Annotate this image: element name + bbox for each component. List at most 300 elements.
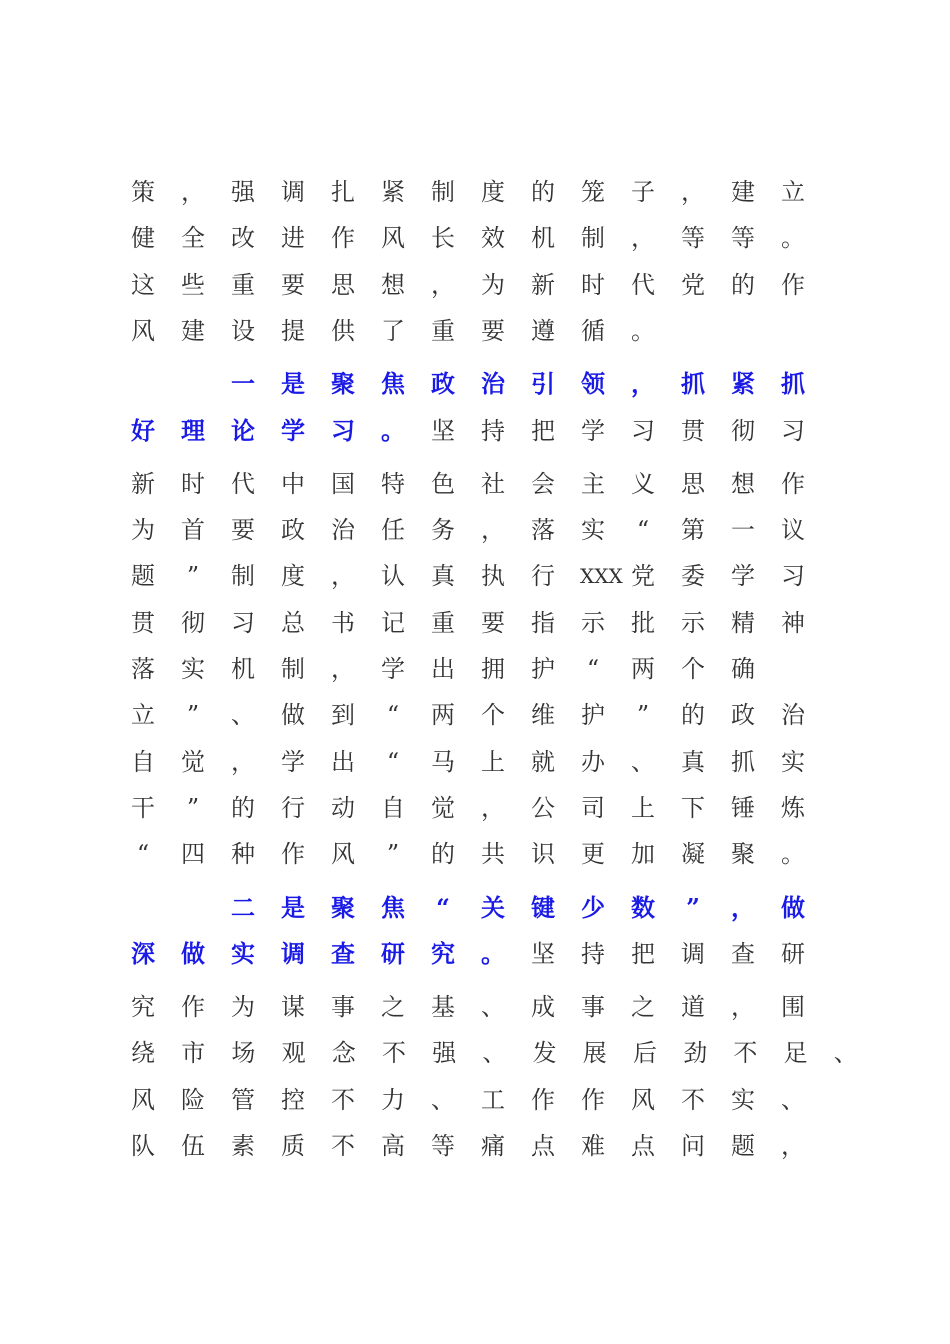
paragraph-line (130, 311, 806, 351)
text-character: 两 (431, 701, 455, 730)
text-character: 议 (781, 516, 805, 545)
paragraph-line (130, 218, 806, 258)
text-character: 想 (731, 469, 755, 498)
text-character: 重 (431, 316, 455, 345)
heading-character: 二 (231, 892, 255, 922)
text-character: 会 (531, 469, 555, 498)
text-character: 下 (681, 793, 705, 822)
text-character: 落 (531, 516, 555, 545)
text-character: 调 (681, 939, 705, 968)
text-character: 风 (381, 224, 405, 253)
text-character: ， (731, 993, 755, 1022)
text-character: 抓 (731, 747, 755, 776)
heading-character: 好 (131, 415, 155, 445)
text-character: 、 (431, 1085, 455, 1114)
section-heading-line (130, 411, 806, 451)
text-character: 、 (781, 1085, 805, 1114)
heading-character: 研 (381, 938, 405, 968)
text-character: 上 (631, 793, 655, 822)
text-character: 重 (431, 608, 455, 637)
text-character: 制 (281, 655, 305, 683)
text-character: 策 (131, 178, 155, 206)
text-character: 贯 (131, 608, 155, 637)
text-character: 真 (681, 747, 705, 776)
section-heading-line (130, 934, 806, 974)
heading-character: 引 (531, 369, 555, 399)
text-character: 把 (531, 416, 555, 445)
text-character: ， (181, 178, 205, 206)
heading-character: ， (731, 892, 755, 922)
text-character: ， (481, 793, 505, 822)
heading-character: 抓 (781, 369, 805, 399)
text-character: XXX (580, 564, 623, 589)
text-character: 研 (781, 939, 805, 968)
heading-character: 紧 (731, 369, 755, 399)
heading-character: 焦 (381, 369, 405, 399)
text-character: 示 (581, 608, 605, 637)
heading-character: 关 (481, 892, 505, 922)
text-character: 难 (581, 1132, 605, 1160)
text-character: 行 (281, 793, 305, 822)
section-heading-line (130, 364, 806, 404)
heading-character: 做 (781, 892, 805, 922)
text-character: 第 (681, 516, 705, 545)
text-character: 时 (581, 270, 605, 299)
text-character: 了 (381, 316, 405, 345)
text-character: “ (136, 840, 150, 869)
text-character: 拥 (481, 655, 505, 683)
text-character: 实 (781, 747, 805, 776)
text-character: 足 (783, 1039, 808, 1068)
heading-character: 一 (231, 369, 255, 399)
text-character: 重 (231, 270, 255, 299)
text-character: 上 (481, 747, 505, 776)
text-character: 贯 (681, 416, 705, 445)
text-character: 代 (231, 469, 255, 498)
text-character: 强 (231, 178, 255, 206)
paragraph-line (130, 464, 806, 504)
heading-character: 是 (281, 369, 305, 399)
text-character: 机 (231, 655, 255, 683)
paragraph-line (130, 1033, 858, 1073)
text-character: 委 (681, 562, 705, 591)
text-character: ” (186, 562, 200, 591)
text-character: 要 (481, 608, 505, 637)
text-character: 点 (531, 1132, 555, 1160)
text-character: 事 (581, 993, 605, 1022)
text-character: 护 (531, 655, 555, 683)
heading-character: 论 (231, 415, 255, 445)
text-character: 特 (381, 469, 405, 498)
text-character: 中 (281, 469, 305, 498)
text-character: 这 (131, 270, 155, 299)
text-character: 任 (381, 516, 405, 545)
text-character: 扎 (331, 178, 355, 206)
heading-character: 学 (281, 415, 305, 445)
paragraph-line (130, 788, 806, 828)
text-character: 觉 (181, 747, 205, 776)
text-character: 供 (331, 316, 355, 345)
text-character: 效 (481, 224, 505, 253)
heading-character: 究 (431, 938, 455, 968)
text-character: 点 (631, 1132, 655, 1160)
text-character: 、 (231, 701, 255, 730)
text-character: 后 (633, 1039, 657, 1068)
text-character: 真 (431, 562, 455, 591)
text-character: 笼 (581, 178, 605, 206)
text-character: 政 (731, 701, 755, 730)
text-character: 作 (281, 840, 305, 869)
text-character: 进 (281, 224, 305, 253)
text-character: 度 (281, 562, 305, 591)
text-character: 出 (431, 655, 455, 683)
text-character: 指 (531, 608, 555, 637)
paragraph-line (130, 603, 806, 643)
text-character: 、 (481, 993, 505, 1022)
paragraph-line (130, 1080, 806, 1120)
text-character: 风 (631, 1085, 655, 1114)
text-character: 展 (582, 1039, 607, 1068)
text-character: 的 (681, 701, 705, 730)
text-character: 学 (281, 747, 305, 776)
text-character: 为 (131, 516, 155, 545)
text-character: 彻 (181, 608, 205, 637)
text-character: 时 (181, 469, 205, 498)
text-character: 共 (481, 840, 505, 869)
text-character: 场 (231, 1039, 256, 1068)
text-character: 把 (631, 939, 655, 968)
heading-character: 做 (181, 938, 205, 968)
heading-character: 。 (381, 415, 405, 445)
text-character: 工 (481, 1085, 505, 1114)
text-character: 行 (531, 562, 555, 591)
text-character: 两 (631, 655, 655, 683)
text-character: 立 (781, 178, 805, 206)
text-character: ” (636, 701, 650, 730)
text-character: 、 (482, 1039, 507, 1068)
paragraph-line (130, 556, 806, 596)
text-character: ， (781, 1132, 805, 1160)
heading-character: 领 (581, 369, 605, 399)
paragraph-line (130, 987, 806, 1027)
text-character: 出 (331, 747, 355, 776)
text-character: 护 (581, 701, 605, 730)
text-character: 主 (581, 469, 605, 498)
text-character: 发 (532, 1039, 557, 1068)
text-character: 。 (781, 224, 805, 253)
text-character: 要 (231, 516, 255, 545)
text-character: 控 (281, 1085, 305, 1114)
text-character: 作 (531, 1085, 555, 1114)
text-character: 个 (681, 655, 705, 683)
text-character: ， (331, 562, 355, 591)
text-character: 管 (231, 1085, 255, 1114)
paragraph-line (130, 649, 806, 689)
text-character: 办 (581, 747, 605, 776)
text-character: 炼 (781, 793, 805, 822)
text-character: 就 (531, 747, 555, 776)
heading-character: 是 (281, 892, 305, 922)
text-character: 加 (631, 840, 655, 869)
text-character: 执 (481, 562, 505, 591)
text-character: 锤 (731, 793, 755, 822)
text-character: 风 (131, 316, 155, 345)
text-character: 改 (231, 224, 255, 253)
text-character: 题 (131, 562, 155, 591)
text-character: 高 (381, 1132, 405, 1160)
text-character: 作 (581, 1085, 605, 1114)
text-character: 观 (281, 1039, 306, 1068)
text-character: 习 (631, 416, 655, 445)
text-character: 为 (231, 993, 255, 1022)
heading-character: 键 (531, 892, 555, 922)
text-character: 的 (531, 178, 555, 206)
text-character: 强 (432, 1039, 457, 1068)
heading-character: ， (631, 369, 655, 399)
text-character: 不 (733, 1039, 758, 1068)
text-character: 的 (731, 270, 755, 299)
paragraph-line (130, 265, 806, 305)
text-character: 治 (781, 701, 805, 730)
text-character: 总 (281, 608, 305, 637)
text-character: 记 (381, 608, 405, 637)
text-character: 等 (681, 224, 705, 253)
text-character: 题 (731, 1132, 755, 1160)
text-character: 治 (331, 516, 355, 545)
text-character: 险 (181, 1085, 205, 1114)
text-character: 力 (381, 1085, 405, 1114)
text-character: 健 (131, 224, 155, 253)
text-character: 学 (381, 655, 405, 683)
text-character: 劲 (683, 1039, 708, 1068)
text-character: 想 (381, 270, 405, 299)
text-character: 确 (731, 655, 755, 683)
text-character: 神 (781, 608, 805, 637)
text-character: 种 (231, 840, 255, 869)
text-character: 制 (231, 562, 255, 591)
text-character: 党 (631, 562, 655, 591)
text-character: 动 (331, 793, 355, 822)
heading-character: 深 (131, 938, 155, 968)
text-character: 风 (131, 1085, 155, 1114)
text-character: 伍 (181, 1132, 205, 1160)
text-character: 实 (581, 516, 605, 545)
text-character: 长 (431, 224, 455, 253)
text-character: 风 (331, 840, 355, 869)
text-character: 市 (181, 1039, 206, 1068)
text-character: 觉 (431, 793, 455, 822)
text-character: 循 (581, 316, 605, 345)
text-character: 提 (281, 316, 305, 345)
heading-character: 习 (331, 415, 355, 445)
text-character: ， (231, 747, 255, 776)
text-character: 思 (681, 469, 705, 498)
text-character: 实 (731, 1085, 755, 1114)
text-character: 要 (281, 270, 305, 299)
text-character: 的 (231, 793, 255, 822)
heading-character: “ (436, 892, 450, 922)
text-character: 不 (331, 1085, 355, 1114)
text-character: 全 (181, 224, 205, 253)
text-character: 、 (631, 747, 655, 776)
text-character: 些 (181, 270, 205, 299)
heading-character: 聚 (331, 369, 355, 399)
text-character: 围 (781, 993, 805, 1022)
text-character: 认 (381, 562, 405, 591)
text-character: 究 (131, 993, 155, 1022)
text-character: 作 (781, 469, 805, 498)
text-character: 念 (331, 1039, 356, 1068)
text-character: 习 (781, 562, 805, 591)
heading-character: 调 (281, 938, 305, 968)
paragraph-line (130, 742, 806, 782)
text-character: 为 (481, 270, 505, 299)
text-character: 坚 (431, 416, 455, 445)
text-character: 持 (481, 416, 505, 445)
text-character: 落 (131, 655, 155, 683)
text-character: 精 (731, 608, 755, 637)
text-character: 素 (231, 1132, 255, 1160)
paragraph-line (130, 510, 806, 550)
text-character: 遵 (531, 316, 555, 345)
text-character: 示 (681, 608, 705, 637)
text-character: 自 (381, 793, 405, 822)
text-character: ， (481, 516, 505, 545)
text-character: 之 (631, 993, 655, 1022)
text-character: 查 (731, 939, 755, 968)
text-character: 。 (781, 840, 805, 869)
text-character: 绕 (131, 1039, 155, 1068)
text-character: 质 (281, 1132, 305, 1160)
text-character: 要 (481, 316, 505, 345)
text-character: “ (386, 701, 400, 730)
text-character: 。 (631, 316, 655, 345)
text-character: 基 (431, 993, 455, 1022)
paragraph-line (130, 172, 806, 212)
heading-character: ” (686, 892, 700, 922)
text-character: 制 (581, 224, 605, 253)
text-character: 的 (431, 840, 455, 869)
text-character: 道 (681, 993, 705, 1022)
text-character: 等 (431, 1132, 455, 1160)
text-character: 维 (531, 701, 555, 730)
text-character: 问 (681, 1132, 705, 1160)
text-character: 队 (131, 1132, 155, 1160)
text-character: 事 (331, 993, 355, 1022)
text-character: 干 (131, 793, 155, 822)
heading-character: 少 (581, 892, 605, 922)
text-character: 一 (731, 516, 755, 545)
text-character: 持 (581, 939, 605, 968)
text-character: 不 (681, 1085, 705, 1114)
heading-character: 查 (331, 938, 355, 968)
text-character: 建 (181, 316, 205, 345)
text-character: 子 (631, 178, 655, 206)
text-character: 实 (181, 655, 205, 683)
text-character: 识 (531, 840, 555, 869)
text-character: 痛 (481, 1132, 505, 1160)
text-character: 作 (181, 993, 205, 1022)
text-character: 作 (331, 224, 355, 253)
text-character: 等 (731, 224, 755, 253)
text-character: 首 (181, 516, 205, 545)
text-character: 习 (781, 416, 805, 445)
heading-character: 数 (631, 892, 655, 922)
text-character: 代 (631, 270, 655, 299)
text-character: 谋 (281, 993, 305, 1022)
text-character: 义 (631, 469, 655, 498)
text-character: 国 (331, 469, 355, 498)
section-heading-line (130, 888, 806, 928)
paragraph-line (130, 1126, 806, 1166)
heading-character: 实 (231, 938, 255, 968)
text-character: 务 (431, 516, 455, 545)
text-character: 度 (481, 178, 505, 206)
text-character: 聚 (731, 840, 755, 869)
text-character: 更 (581, 840, 605, 869)
heading-character: 治 (481, 369, 505, 399)
text-character: 四 (181, 840, 205, 869)
heading-character: 理 (181, 415, 205, 445)
heading-character: 聚 (331, 892, 355, 922)
text-character: ， (681, 178, 705, 206)
text-character: ， (431, 270, 455, 299)
heading-character: 焦 (381, 892, 405, 922)
heading-character: 政 (431, 369, 455, 399)
text-character: 新 (531, 270, 555, 299)
text-character: 司 (581, 793, 605, 822)
text-character: ” (386, 840, 400, 869)
text-character: 政 (281, 516, 305, 545)
text-character: 不 (382, 1039, 406, 1068)
text-character: 党 (681, 270, 705, 299)
text-character: 建 (731, 178, 755, 206)
text-character: ” (186, 793, 200, 822)
text-character: 书 (331, 608, 355, 637)
text-character: 学 (581, 416, 605, 445)
text-character: 作 (781, 270, 805, 299)
text-character: 不 (331, 1132, 355, 1160)
text-character: “ (386, 747, 400, 776)
text-character: 社 (481, 469, 505, 498)
text-character: ， (331, 655, 355, 683)
text-character: 新 (131, 469, 155, 498)
text-character: 凝 (681, 840, 705, 869)
text-character: 之 (381, 993, 405, 1022)
text-character: 习 (231, 608, 255, 637)
text-character: 自 (131, 747, 155, 776)
heading-character: 抓 (681, 369, 705, 399)
heading-character: 。 (481, 938, 505, 968)
text-character: 调 (281, 178, 305, 206)
text-character: “ (636, 516, 650, 545)
text-character: 制 (431, 178, 455, 206)
text-character: 坚 (531, 939, 555, 968)
text-character: 马 (431, 747, 455, 776)
text-character: 立 (131, 701, 155, 730)
text-character: 成 (531, 993, 555, 1022)
text-character: 到 (331, 701, 355, 730)
text-character: 机 (531, 224, 555, 253)
text-character: 彻 (731, 416, 755, 445)
paragraph-line (130, 834, 806, 874)
text-character: 批 (631, 608, 655, 637)
text-character: 公 (531, 793, 555, 822)
text-character: 紧 (381, 178, 405, 206)
text-character: ， (631, 224, 655, 253)
text-character: “ (586, 655, 600, 683)
text-character: 个 (481, 701, 505, 730)
